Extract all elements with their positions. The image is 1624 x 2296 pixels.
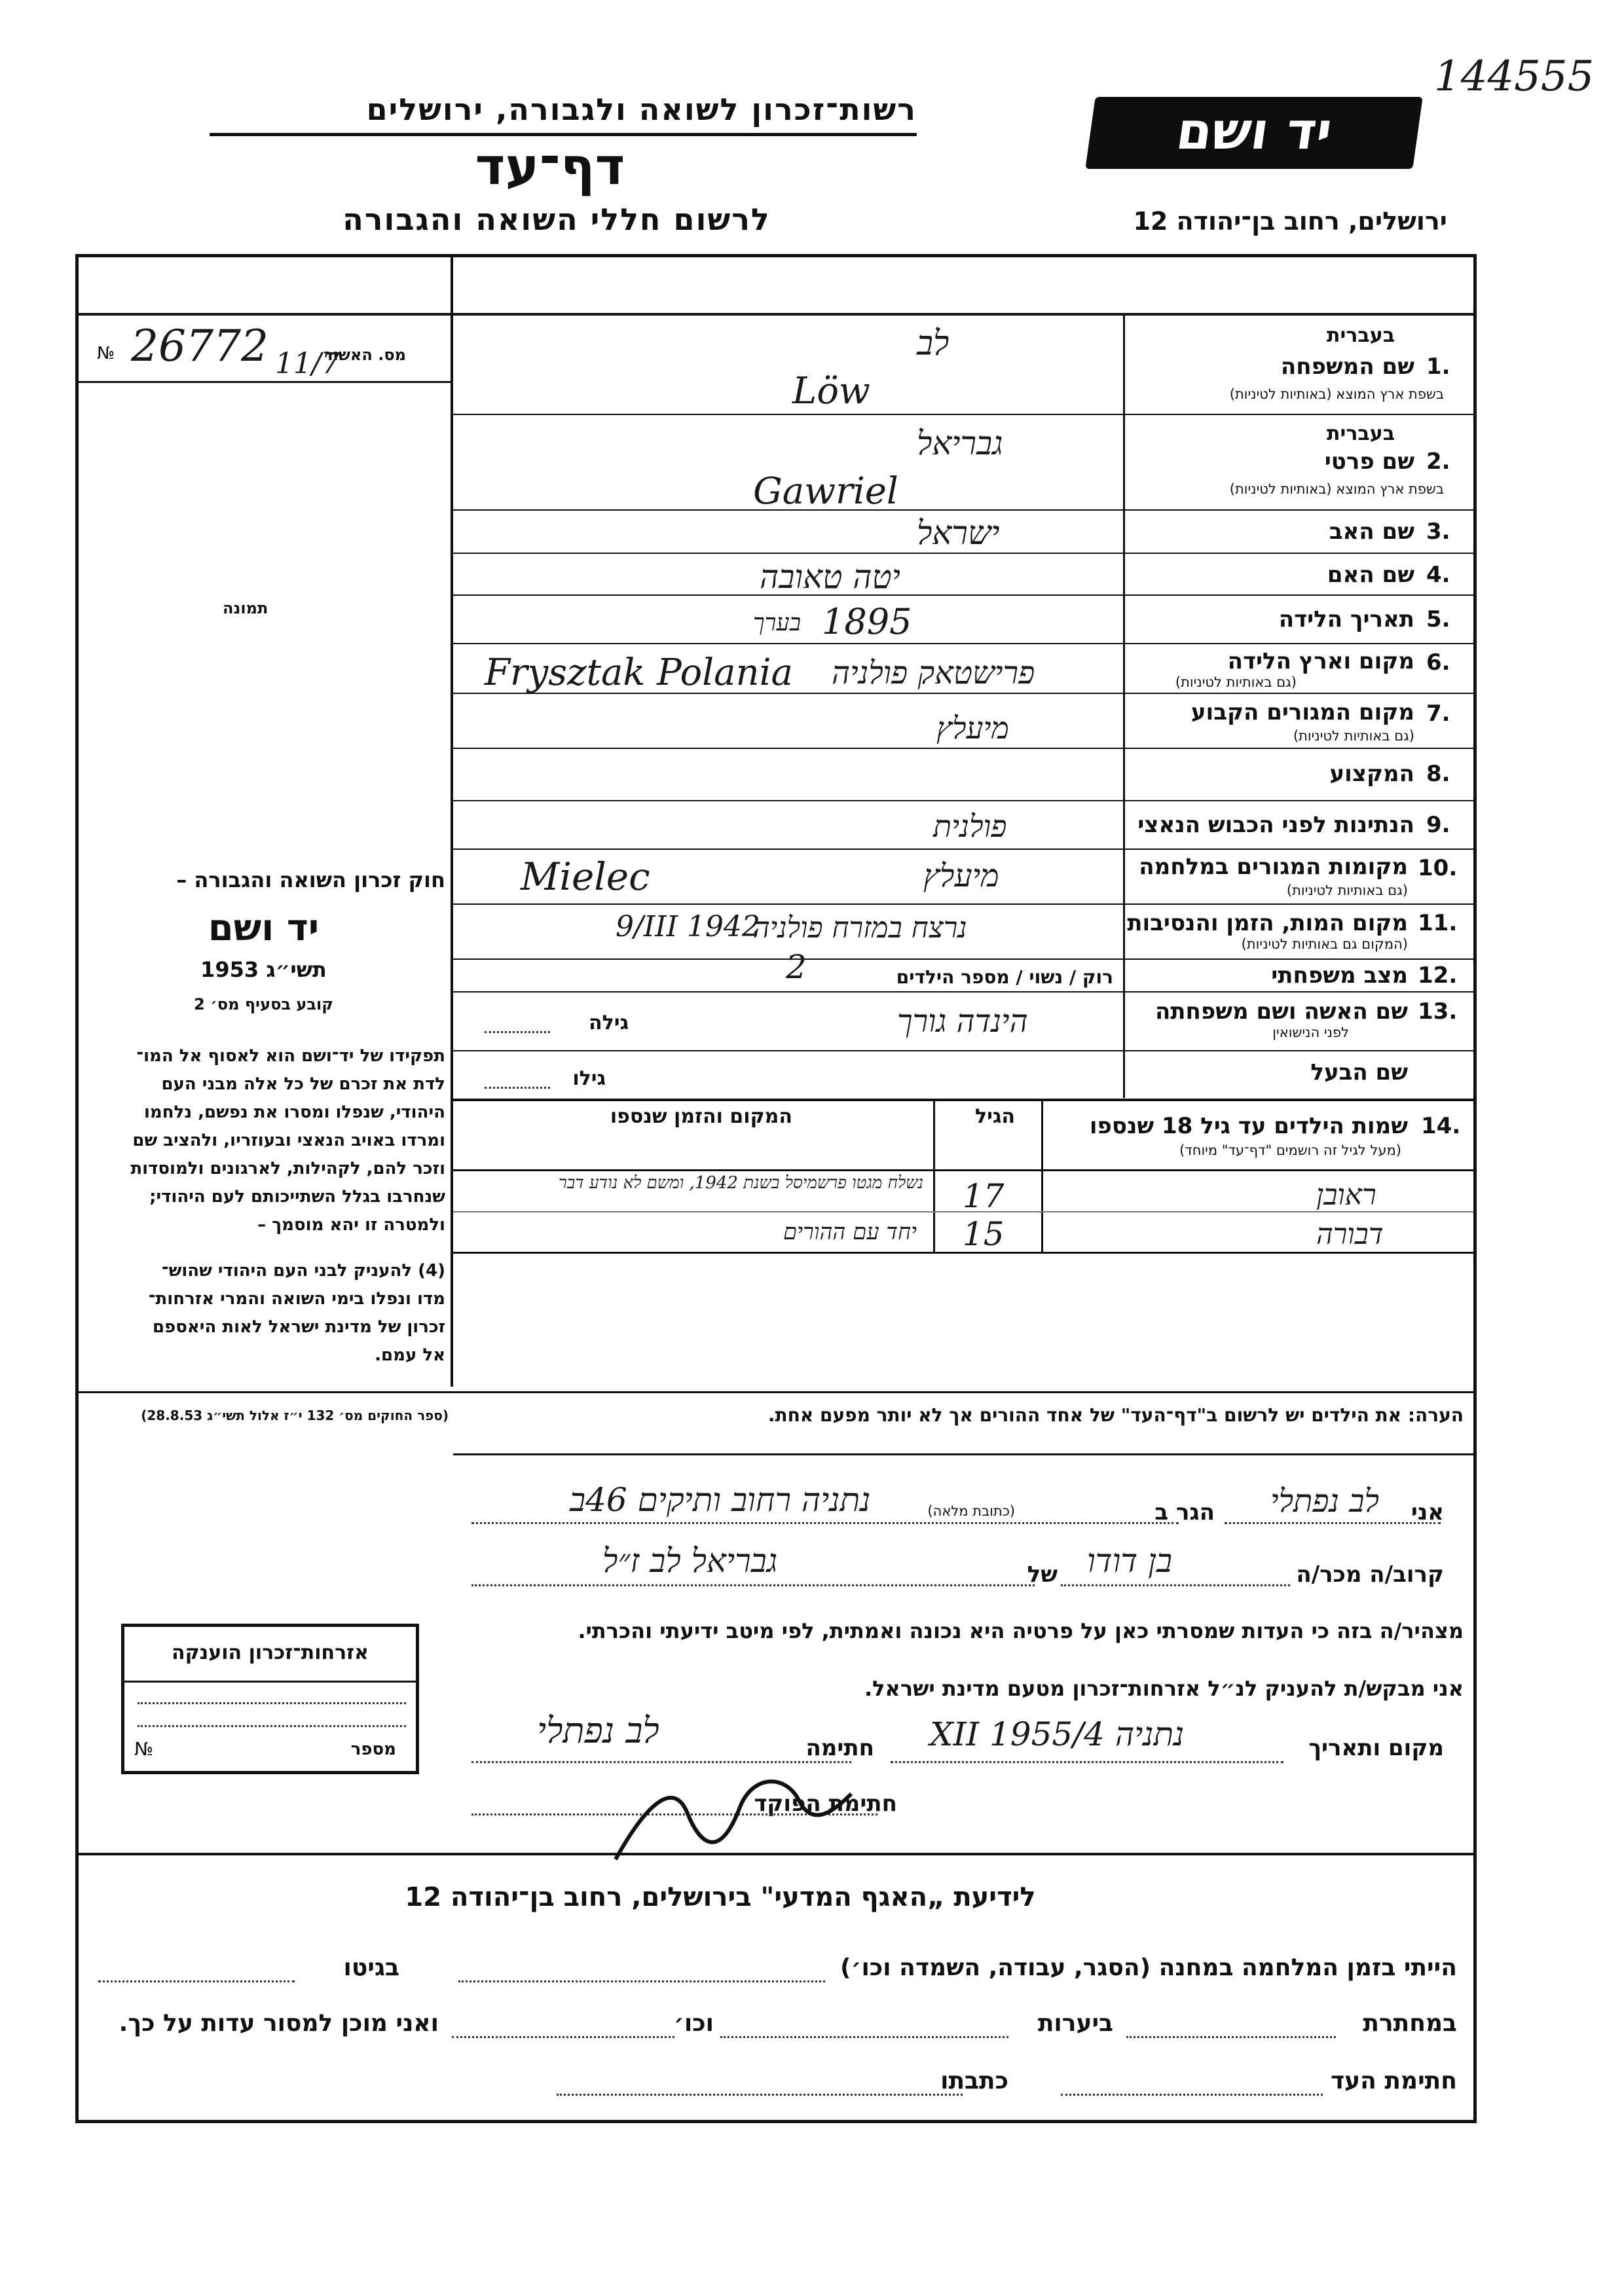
field-10-number: 10.	[1418, 855, 1458, 881]
authority-underline	[210, 133, 917, 136]
stamp-label: מס. האשור	[323, 346, 406, 364]
relation-dots	[1061, 1584, 1290, 1586]
law-line: ולמטרה זו יהא מוסמך –	[257, 1215, 445, 1235]
field-10-value: Mielec	[521, 854, 650, 899]
logo-text: יד ושם	[1172, 102, 1336, 161]
declaration-statement: מצהיר/ה בזה כי העדות שמסרתי כאן על פרטיה היא נכונה ואמתית, לפי מיטב ידיעתי והכרתי.	[578, 1618, 1464, 1643]
field-10-value-he: מיעלץ	[923, 858, 999, 894]
children-note: (מעל לגיל זה רושמים "דף־עד" מיוחד)	[1179, 1142, 1401, 1158]
address-dots	[471, 1522, 1179, 1524]
of-dots	[471, 1584, 1035, 1586]
yad-vashem-logo	[1085, 97, 1422, 169]
footer-ghetto-dots	[98, 1980, 295, 1982]
row-divider	[453, 748, 1473, 749]
lang-hebrew: בעברית	[1327, 422, 1395, 445]
inspector-label: חתימת הפוקד	[754, 1791, 897, 1817]
field-1-note: בשפת ארץ המוצא (באותיות לטיניות)	[1229, 386, 1444, 402]
photo-label: תמונה	[223, 599, 268, 617]
place-date-value: נתניה 4/XII 1955	[930, 1715, 1185, 1753]
field-7-note: (גם באותיות לטיניות)	[1293, 728, 1414, 744]
label-col-divider	[1123, 316, 1125, 1098]
footer-witness-sig-label: חתימת העד	[1331, 2068, 1457, 2094]
field-11-number: 11.	[1418, 910, 1458, 936]
field-1-value-he: לב	[917, 324, 950, 363]
children-col-age: הגיל	[975, 1105, 1015, 1128]
field-6-value-he: פרישטאק פולניה	[832, 655, 1035, 691]
husband-age-label: גילו	[572, 1067, 606, 1090]
of-label: של	[1027, 1561, 1058, 1588]
children-col-place: המקום והזמן שנספו	[610, 1105, 792, 1128]
note-line: הערה: את הילדים יש לרשום ב"דף־העד" של אחד ההורים אך לא יותר מפעם אחת.	[767, 1404, 1464, 1426]
stamp-num-sign: №	[97, 344, 115, 363]
footer-underground-label: במחתרת	[1363, 2010, 1457, 2037]
field-6-value: Frysztak Polania	[485, 651, 793, 694]
field-12-options: רוק / נשוי / מספר הילדים	[896, 966, 1113, 988]
declaration-request: אני מבקש/ת להעניק לנ״ל אזרחות־זכרון מטעם מדינת ישראל.	[864, 1676, 1464, 1701]
citizenship-title: אזרחות־זכרון הוענקה	[171, 1641, 369, 1664]
row-divider	[453, 643, 1473, 644]
law-line: היהודי, שנפלו ומסרו את נפשם, נלחמו	[143, 1102, 445, 1122]
of-value: גבריאל לב ז״ל	[602, 1542, 778, 1580]
row-divider-thick	[453, 1099, 1473, 1101]
law-year: תשי״ג 1953	[200, 957, 327, 982]
footer-ready-label: ואני מוכן למסור עדות על כך.	[119, 2010, 439, 2037]
footer-camp-label: הייתי בזמן המלחמה במחנה (הסגר, עבודה, השמדה וכו׳)	[840, 1954, 1457, 1981]
row-divider	[453, 594, 1473, 596]
row-divider	[453, 509, 1473, 511]
law-line: מדו ונפלו בימי השואה והמרי אזרחות־	[148, 1289, 445, 1309]
wife-age-label: גילה	[589, 1011, 629, 1034]
address: ירושלים, רחוב בן־יהודה 12	[1133, 207, 1447, 236]
law-name: יד ושם	[208, 907, 320, 949]
row-divider	[453, 1050, 1473, 1051]
children-col-age-right	[1041, 1101, 1043, 1252]
citizenship-dots	[138, 1725, 406, 1727]
field-4-label: שם האם	[1327, 562, 1414, 588]
law-para-1	[82, 1042, 445, 1239]
field-2-label: שם פרטי	[1324, 448, 1414, 475]
field-3-value: ישראל	[917, 514, 1000, 552]
field-10-label: מקומות המגורים במלחמה	[1139, 854, 1408, 880]
husband-age-dots	[485, 1087, 550, 1089]
field-5-number: 5.	[1426, 606, 1450, 632]
address-note: (כתובת מלאה)	[927, 1503, 1015, 1519]
field-3-number: 3.	[1426, 519, 1450, 545]
citizenship-title-divider	[124, 1681, 416, 1683]
stamp-divider	[79, 381, 451, 383]
i-dots	[1225, 1522, 1441, 1524]
relation-value: בן דודו	[1087, 1542, 1172, 1580]
field-6-label: מקום וארץ הלידה	[1227, 648, 1414, 674]
field-5-label: תאריך הלידה	[1278, 606, 1414, 632]
field-13-number: 13.	[1418, 998, 1458, 1025]
field-6-number: 6.	[1426, 649, 1450, 676]
field-7-value: מיעלץ	[936, 710, 1009, 746]
child-age: 15	[963, 1215, 1005, 1253]
field-2-note: בשפת ארץ המוצא (באותיות לטיניות)	[1229, 481, 1444, 497]
field-3-label: שם האב	[1329, 519, 1414, 545]
signature-label: חתימה	[805, 1735, 874, 1761]
child-name: ראובן	[1316, 1178, 1376, 1212]
row-divider	[453, 848, 1473, 850]
footer-camp-dots	[458, 1980, 825, 1982]
law-para-2	[82, 1257, 445, 1370]
inspector-signature	[589, 1761, 864, 1879]
footer-address-dots	[557, 2094, 963, 2096]
field-9-value: פולנית	[933, 809, 1007, 844]
field-9-label: הנתינות לפני הכבוש הנאצי	[1137, 812, 1414, 838]
footer-etc-dots	[452, 2036, 674, 2038]
form-subtitle: לרשום חללי השואה והגבורה	[342, 202, 771, 237]
declaration-top-divider	[453, 1453, 1473, 1455]
field-8-label: המקצוע	[1329, 761, 1414, 787]
field-9-number: 9.	[1426, 812, 1450, 838]
row-divider	[453, 800, 1473, 801]
citizenship-num-sign: №	[134, 1738, 154, 1760]
law-footnote-divider	[79, 1391, 1473, 1393]
field-1-number: 1.	[1426, 354, 1450, 380]
place-date-label: מקום ותאריך	[1308, 1735, 1444, 1761]
child-place: נשלח מגטו פרשמיסל בשנת 1942, ומשם לא נודע דבר	[559, 1173, 923, 1193]
children-title: שמות הילדים עד גיל 18 שנספו	[1089, 1113, 1408, 1139]
footer-forests-label: ביערות	[1037, 2010, 1113, 2037]
wife-age-dots	[485, 1031, 550, 1033]
husband-label: שם הבעל	[1310, 1059, 1408, 1085]
i-value: לב נפתלי	[1270, 1483, 1379, 1520]
footer-underground-dots	[1126, 2036, 1336, 2038]
resides-label: הגר ב	[1154, 1499, 1215, 1525]
field-12-label: מצב משפחתי	[1271, 962, 1408, 989]
address-value: נתניה רחוב ותיקים 46ב	[570, 1481, 871, 1519]
law-line: זכרון של מדינת ישראל לאות היאספם	[153, 1317, 445, 1337]
field-11-value: נרצח במזרח פולניה	[753, 911, 967, 945]
field-1-label: שם המשפחה	[1280, 354, 1414, 380]
field-8-number: 8.	[1426, 761, 1450, 787]
law-line: תפקידו של יד־ושם הוא לאסוף אל המו־	[136, 1046, 445, 1066]
footer-address-label: כתבתו	[940, 2068, 1008, 2094]
row-divider	[453, 414, 1473, 415]
law-line: וזכר להם, לקהילות, לארגונים ולמוסדות	[130, 1159, 445, 1178]
field-13-note: לפני הנישואין	[1272, 1025, 1349, 1040]
field-4-value: יטה טאובה	[760, 558, 900, 596]
children-col-age-left	[933, 1101, 935, 1252]
row-divider	[453, 958, 1473, 960]
field-2-value-he: גבריאל	[917, 424, 1003, 462]
field-2-value-latin: Gawriel	[753, 470, 898, 513]
place-date-dots	[891, 1761, 1283, 1763]
footer-heading: לידיעת „האגף המדעי" בירושלים, רחוב בן־יהודה 12	[405, 1882, 1036, 1912]
stamp-suffix: 11/7	[275, 347, 340, 380]
frame-top-divider	[75, 313, 1477, 316]
field-1-value-latin: Löw	[792, 370, 870, 412]
child-age: 17	[963, 1177, 1005, 1215]
field-12-number: 12.	[1418, 962, 1458, 989]
row-divider	[453, 553, 1473, 554]
lang-hebrew: בעברית	[1327, 324, 1395, 347]
form-title: דף־עד	[475, 137, 625, 196]
footer-forests-dots	[720, 2036, 1008, 2038]
field-11-note: (המקום גם באותיות לטיניות)	[1241, 936, 1408, 952]
law-clause: קובע בסעיף מס׳ 2	[194, 995, 333, 1013]
signature-value: לב נפתלי	[537, 1710, 659, 1751]
citizenship-number-label: מספר	[350, 1740, 396, 1759]
field-12-children-count: 2	[786, 948, 807, 986]
field-10-note: (גם באותיות לטיניות)	[1286, 883, 1408, 898]
field-11-date: 9/III 1942	[616, 910, 760, 943]
relation-label: קרוב/ה מכר/ה	[1296, 1561, 1444, 1588]
law-footnote: (ספר החוקים מס׳ 132 י״ז אלול תשי״ג 28.8.53)	[141, 1408, 449, 1423]
field-5-prefix: בערך	[753, 610, 802, 636]
field-13-value: הינדה גורך	[897, 1003, 1028, 1040]
field-11-label: מקום המות, הזמן והנסיבות	[1127, 910, 1408, 936]
citizenship-dots	[138, 1702, 406, 1704]
law-line: שנחרבו בגלל השתייכותם לעם היהודי;	[149, 1187, 445, 1207]
citizenship-box	[121, 1624, 419, 1774]
i-label: אני	[1411, 1499, 1444, 1525]
frame-col-divider	[451, 254, 453, 1387]
field-6-note: (גם באותיות לטיניות)	[1175, 674, 1297, 690]
field-13-label: שם האשה ושם משפחתה	[1154, 998, 1408, 1025]
law-title: חוק זכרון השואה והגבורה –	[176, 867, 445, 892]
stamp-value: 26772	[131, 321, 268, 371]
field-7-number: 7.	[1426, 701, 1450, 727]
child-place: יחד עם ההורים	[783, 1219, 917, 1245]
footer-witness-sig-dots	[1061, 2094, 1323, 2096]
field-7-label: מקום המגורים הקבוע	[1190, 699, 1414, 725]
children-header-divider	[453, 1169, 1473, 1171]
field-5-value: 1895	[822, 601, 912, 642]
field-4-number: 4.	[1426, 562, 1450, 588]
law-line: (4) להעניק לבני העם היהודי שהוש־	[161, 1261, 445, 1281]
authority-name: רשות־זכרון לשואה ולגבורה, ירושלים	[366, 92, 917, 127]
row-divider	[453, 903, 1473, 905]
children-number: 14.	[1421, 1113, 1461, 1139]
law-line: ומרדו באויב הנאצי ובעוזריו, ולהציב שם	[132, 1131, 445, 1150]
child-name: דבורה	[1316, 1218, 1384, 1251]
footer-etc-label: וכו׳	[673, 2010, 714, 2037]
row-divider	[453, 991, 1473, 993]
archive-number: 144555	[1434, 52, 1595, 101]
footer-divider	[79, 1853, 1473, 1855]
field-2-number: 2.	[1426, 448, 1450, 475]
footer-ghetto-label: בגיטו	[343, 1954, 399, 1981]
law-line: אל עמם.	[375, 1345, 445, 1365]
law-line: לדת את זכרם של כל אלה מבני העם	[161, 1074, 445, 1094]
